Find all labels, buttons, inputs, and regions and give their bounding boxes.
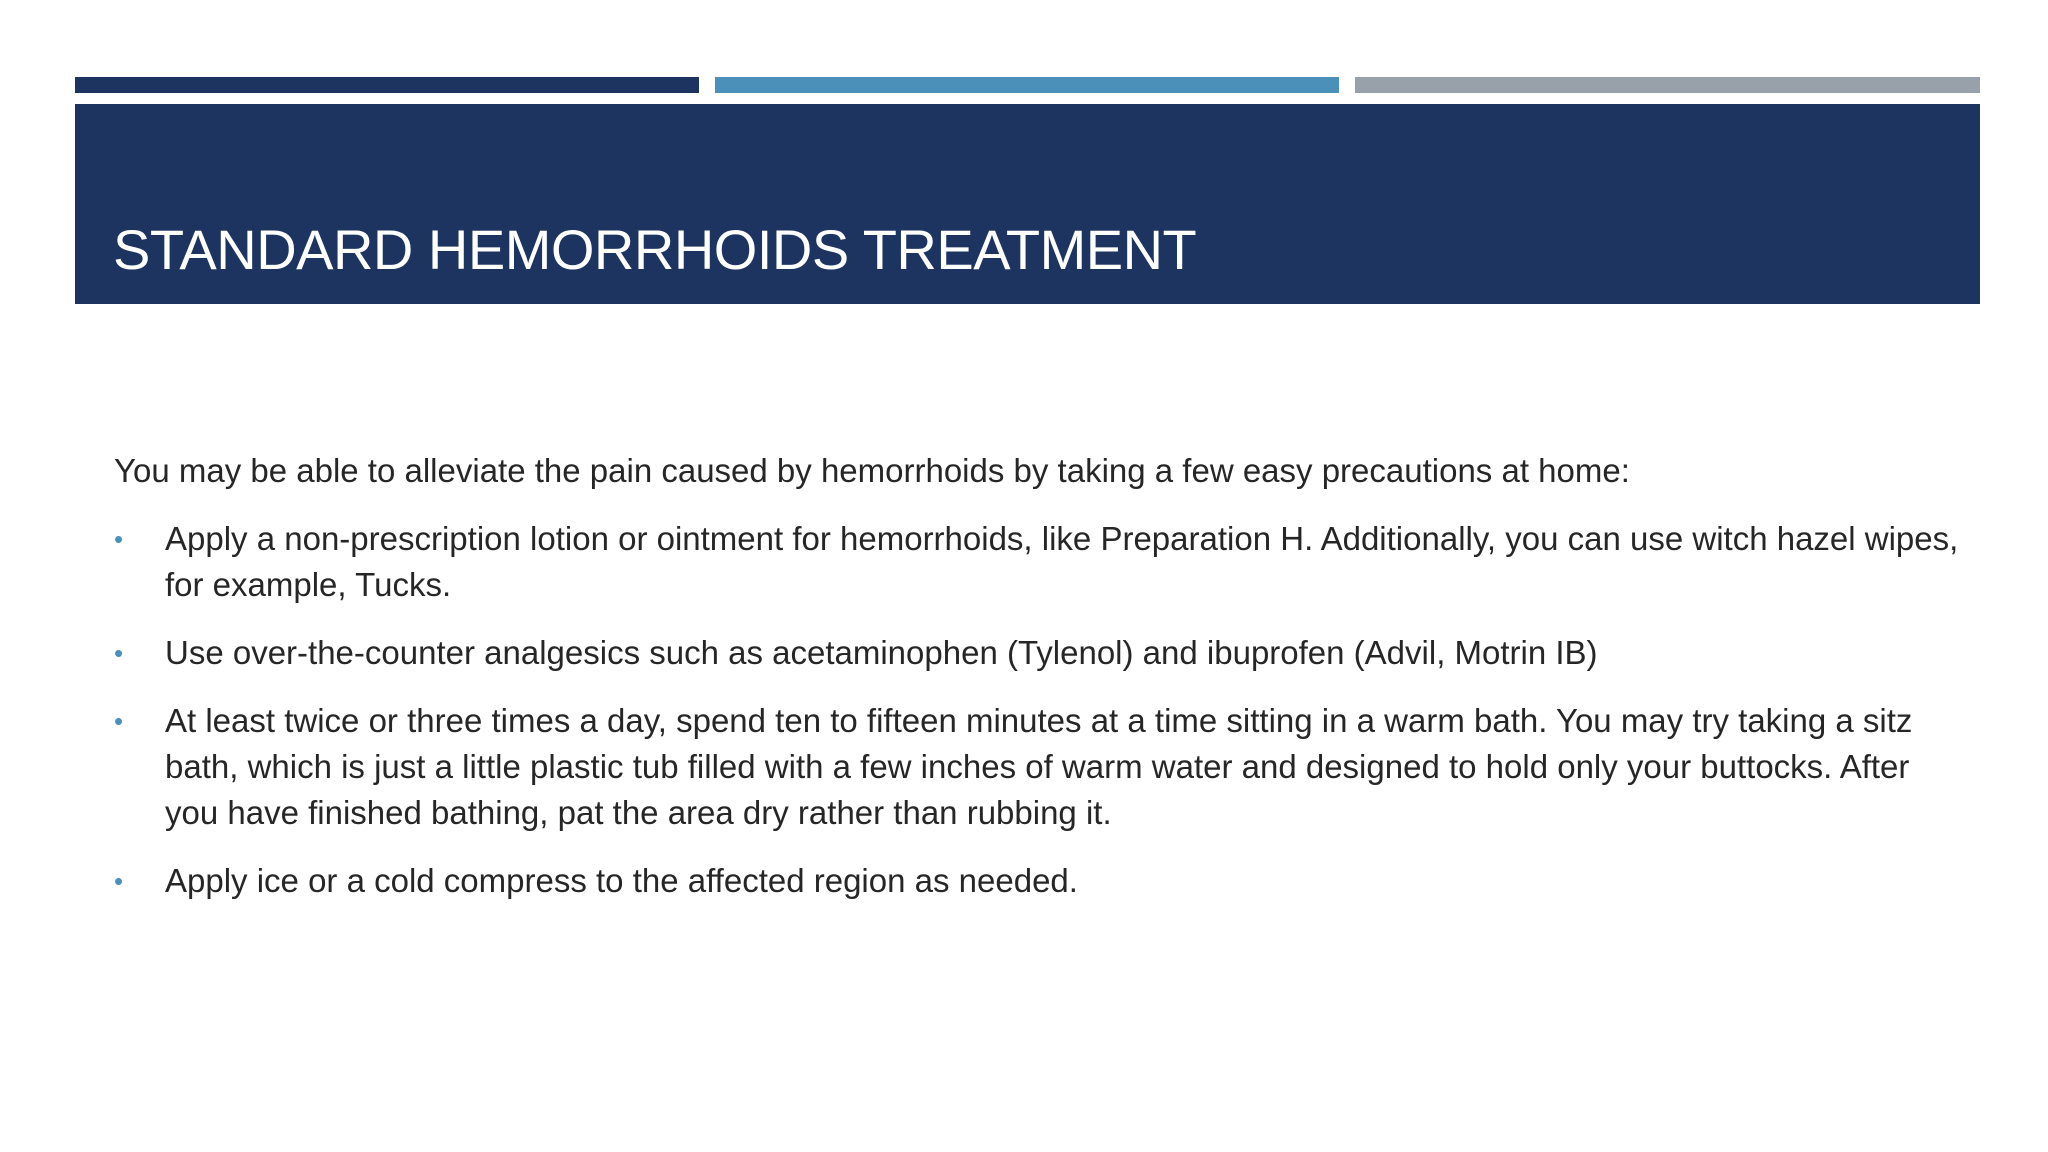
slide-content — [114, 448, 1964, 926]
bullet-icon: • — [114, 706, 124, 736]
accent-bar-dark — [75, 77, 699, 93]
bullet-list — [114, 516, 1964, 904]
accent-bars — [75, 77, 1980, 93]
bullet-icon: • — [114, 866, 124, 896]
bullet-text: Use over-the-counter analgesics such as acetaminophen (Tylenol) and ibuprofen (Advil, Motrin IB) — [165, 634, 1598, 671]
bullet-item — [114, 698, 1964, 836]
bullet-icon: • — [114, 638, 124, 668]
title-banner — [75, 104, 1980, 304]
intro-text: You may be able to alleviate the pain caused by hemorrhoids by taking a few easy precautions at home: — [114, 452, 1630, 489]
bullet-text: At least twice or three times a day, spend ten to fifteen minutes at a time sitting in a warm bath. You may try taking a sitz bath, which is just a little plastic tub filled with a few inches of warm water and designed to hold only your buttocks. After you have finished bathing, pat the area dry rather than rubbing it. — [165, 702, 1913, 831]
bullet-text: Apply a non-prescription lotion or ointment for hemorrhoids, like Preparation H. Additionally, you can use witch hazel wipes, for example, Tucks. — [165, 520, 1959, 603]
bullet-text: Apply ice or a cold compress to the affected region as needed. — [165, 862, 1078, 899]
accent-bar-blue — [715, 77, 1339, 93]
slide-title: STANDARD HEMORRHOIDS TREATMENT — [113, 218, 1197, 281]
accent-bar-gray — [1355, 77, 1980, 93]
bullet-item — [114, 516, 1964, 608]
bullet-icon: • — [114, 524, 124, 554]
bullet-item — [114, 630, 1964, 676]
bullet-item — [114, 858, 1964, 904]
